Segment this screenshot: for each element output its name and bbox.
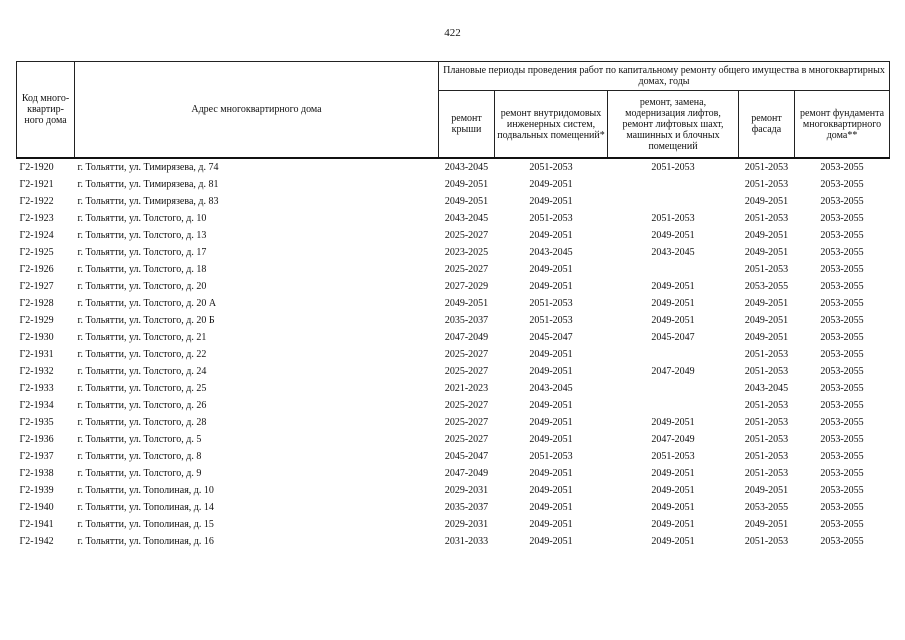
cell-foundation: 2053-2055 [820,179,864,190]
cell-systems: 2049-2051 [529,366,573,377]
cell-code: Г2-1925 [19,247,54,258]
cell-systems: 2049-2051 [529,417,573,428]
cell-facade: 2049-2051 [744,298,789,309]
table-row [17,329,890,346]
cell-systems: 2049-2051 [529,519,573,530]
cell-roof: 2021-2023 [444,383,489,394]
cell-roof: 2049-2051 [444,196,489,207]
cell-foundation: 2053-2055 [820,298,864,309]
table-row [17,312,890,329]
cell-lifts: 2051-2053 [651,162,695,173]
cell-systems: 2049-2051 [529,281,573,292]
cell-address: г. Тольятти, ул. Тимирязева, д. 83 [77,196,219,207]
cell-roof: 2045-2047 [444,451,489,462]
cell-lifts: 2049-2051 [651,519,695,530]
cell-systems: 2049-2051 [529,485,573,496]
cell-foundation: 2053-2055 [820,383,864,394]
cell-lifts: 2049-2051 [651,485,695,496]
capital-repair-table [16,61,890,550]
cell-roof: 2027-2029 [444,281,489,292]
cell-code: Г2-1931 [19,349,54,360]
page-number: 422 [444,27,461,39]
cell-foundation: 2053-2055 [820,281,864,292]
cell-code: Г2-1927 [19,281,54,292]
cell-roof: 2025-2027 [444,230,489,241]
table-row [17,363,890,380]
table-row [17,158,890,176]
cell-facade: 2053-2055 [744,502,789,513]
cell-roof: 2049-2051 [444,298,489,309]
table-row [17,397,890,414]
table-row [17,414,890,431]
cell-code: Г2-1921 [19,179,54,190]
cell-foundation: 2053-2055 [820,349,864,360]
header-planned-periods: Плановые периоды проведения работ по капитальному ремонту общего имущества в многоквартирных домах, годы [439,62,890,91]
cell-systems: 2043-2045 [529,383,573,394]
cell-code: Г2-1936 [19,434,54,445]
cell-roof: 2035-2037 [444,502,489,513]
cell-lifts: 2047-2049 [651,434,695,445]
table-body [17,158,890,550]
cell-systems: 2049-2051 [529,434,573,445]
cell-code: Г2-1940 [19,502,54,513]
cell-code: Г2-1933 [19,383,54,394]
cell-foundation: 2053-2055 [820,400,864,411]
cell-code: Г2-1941 [19,519,54,530]
cell-facade: 2051-2053 [744,213,789,224]
cell-address: г. Тольятти, ул. Толстого, д. 20 [77,281,207,292]
cell-address: г. Тольятти, ул. Толстого, д. 21 [77,332,207,343]
cell-roof: 2035-2037 [444,315,489,326]
cell-roof: 2031-2033 [444,536,489,547]
table-row [17,244,890,261]
cell-code: Г2-1928 [19,298,54,309]
cell-facade: 2051-2053 [744,468,789,479]
cell-lifts: 2051-2053 [651,451,695,462]
cell-roof: 2043-2045 [444,162,489,173]
table-row [17,210,890,227]
cell-roof: 2025-2027 [444,366,489,377]
cell-roof: 2025-2027 [444,434,489,445]
cell-address: г. Тольятти, ул. Толстого, д. 22 [77,349,207,360]
cell-foundation: 2053-2055 [820,434,864,445]
cell-systems: 2051-2053 [529,298,573,309]
cell-facade: 2051-2053 [744,536,789,547]
cell-address: г. Тольятти, ул. Толстого, д. 25 [77,383,207,394]
cell-lifts: 2049-2051 [651,230,695,241]
table-row [17,448,890,465]
cell-address: г. Тольятти, ул. Толстого, д. 26 [77,400,207,411]
cell-facade: 2051-2053 [744,162,789,173]
cell-lifts: 2049-2051 [651,417,695,428]
cell-foundation: 2053-2055 [820,162,864,173]
cell-lifts: 2049-2051 [651,536,695,547]
table-row [17,482,890,499]
cell-code: Г2-1932 [19,366,54,377]
cell-foundation: 2053-2055 [820,315,864,326]
cell-lifts [608,346,739,363]
cell-code: Г2-1935 [19,417,54,428]
table-row [17,431,890,448]
cell-lifts: 2045-2047 [651,332,695,343]
cell-roof: 2043-2045 [444,213,489,224]
cell-facade: 2049-2051 [744,332,789,343]
table-row [17,227,890,244]
cell-lifts: 2049-2051 [651,298,695,309]
table-row [17,533,890,550]
header-systems: ремонт внутридомовых инженерных систем, подвальных помещений* [495,91,608,159]
cell-code: Г2-1937 [19,451,54,462]
table-row [17,465,890,482]
cell-lifts: 2043-2045 [651,247,695,258]
cell-code: Г2-1926 [19,264,54,275]
cell-roof: 2025-2027 [444,400,489,411]
cell-roof: 2023-2025 [444,247,489,258]
cell-foundation: 2053-2055 [820,519,864,530]
cell-roof: 2029-2031 [444,519,489,530]
cell-roof: 2047-2049 [444,332,489,343]
cell-lifts [608,176,739,193]
table-row [17,278,890,295]
cell-lifts: 2049-2051 [651,502,695,513]
cell-address: г. Тольятти, ул. Толстого, д. 18 [77,264,207,275]
cell-lifts [608,193,739,210]
cell-foundation: 2053-2055 [820,536,864,547]
cell-foundation: 2053-2055 [820,485,864,496]
cell-facade: 2051-2053 [744,417,789,428]
header-lifts: ремонт, замена, модернизация лифтов, ремонт лифтовых шахт, машинных и блочных помещений [608,91,739,159]
cell-systems: 2051-2053 [529,213,573,224]
cell-systems: 2049-2051 [529,468,573,479]
cell-address: г. Тольятти, ул. Толстого, д. 28 [77,417,207,428]
cell-roof: 2025-2027 [444,417,489,428]
cell-lifts [608,380,739,397]
header-code: Код много-квартир-ного дома [17,62,75,159]
cell-lifts: 2049-2051 [651,281,695,292]
cell-facade: 2051-2053 [744,366,789,377]
cell-facade: 2049-2051 [744,247,789,258]
cell-roof: 2025-2027 [444,349,489,360]
cell-code: Г2-1920 [19,162,54,173]
cell-address: г. Тольятти, ул. Толстого, д. 13 [77,230,207,241]
cell-systems: 2051-2053 [529,162,573,173]
table-row [17,176,890,193]
cell-code: Г2-1929 [19,315,54,326]
cell-facade: 2053-2055 [744,281,789,292]
table-header [17,62,890,159]
cell-address: г. Тольятти, ул. Тимирязева, д. 74 [77,162,219,173]
cell-address: г. Тольятти, ул. Толстого, д. 20 А [77,298,217,309]
cell-address: г. Тольятти, ул. Тополиная, д. 15 [77,519,214,530]
table-row [17,346,890,363]
cell-foundation: 2053-2055 [820,196,864,207]
table-row [17,380,890,397]
cell-address: г. Тольятти, ул. Тополиная, д. 16 [77,536,214,547]
cell-systems: 2049-2051 [529,400,573,411]
cell-systems: 2045-2047 [529,332,573,343]
cell-foundation: 2053-2055 [820,366,864,377]
cell-foundation: 2053-2055 [820,247,864,258]
cell-lifts: 2049-2051 [651,468,695,479]
cell-systems: 2049-2051 [529,179,573,190]
cell-systems: 2049-2051 [529,349,573,360]
cell-systems: 2049-2051 [529,196,573,207]
cell-lifts: 2049-2051 [651,315,695,326]
cell-address: г. Тольятти, ул. Толстого, д. 9 [77,468,202,479]
cell-address: г. Тольятти, ул. Толстого, д. 20 Б [77,315,215,326]
cell-code: Г2-1923 [19,213,54,224]
header-facade: ремонт фасада [739,91,795,159]
cell-facade: 2051-2053 [744,400,789,411]
cell-address: г. Тольятти, ул. Тополиная, д. 14 [77,502,214,513]
cell-systems: 2049-2051 [529,230,573,241]
header-roof: ремонт крыши [439,91,495,159]
cell-code: Г2-1934 [19,400,54,411]
cell-lifts [608,397,739,414]
cell-facade: 2051-2053 [744,264,789,275]
cell-lifts: 2047-2049 [651,366,695,377]
cell-foundation: 2053-2055 [820,332,864,343]
cell-foundation: 2053-2055 [820,213,864,224]
cell-facade: 2049-2051 [744,196,789,207]
cell-foundation: 2053-2055 [820,264,864,275]
table-row [17,193,890,210]
cell-systems: 2049-2051 [529,264,573,275]
cell-lifts [608,261,739,278]
cell-roof: 2049-2051 [444,179,489,190]
cell-facade: 2049-2051 [744,315,789,326]
cell-systems: 2049-2051 [529,502,573,513]
cell-facade: 2051-2053 [744,434,789,445]
cell-roof: 2047-2049 [444,468,489,479]
cell-facade: 2043-2045 [744,383,789,394]
header-foundation: ремонт фундамента многоквартирного дома** [795,91,890,159]
cell-foundation: 2053-2055 [820,417,864,428]
cell-address: г. Тольятти, ул. Тимирязева, д. 81 [77,179,219,190]
cell-lifts: 2051-2053 [651,213,695,224]
cell-facade: 2051-2053 [744,179,789,190]
cell-systems: 2051-2053 [529,315,573,326]
table-row [17,261,890,278]
table-row [17,499,890,516]
cell-address: г. Тольятти, ул. Толстого, д. 10 [77,213,207,224]
cell-address: г. Тольятти, ул. Толстого, д. 24 [77,366,207,377]
cell-facade: 2049-2051 [744,519,789,530]
cell-facade: 2051-2053 [744,349,789,360]
cell-address: г. Тольятти, ул. Толстого, д. 5 [77,434,202,445]
table-row [17,295,890,312]
cell-code: Г2-1942 [19,536,54,547]
cell-systems: 2051-2053 [529,451,573,462]
cell-foundation: 2053-2055 [820,468,864,479]
cell-roof: 2029-2031 [444,485,489,496]
cell-facade: 2049-2051 [744,230,789,241]
cell-address: г. Тольятти, ул. Тополиная, д. 10 [77,485,214,496]
cell-foundation: 2053-2055 [820,230,864,241]
cell-code: Г2-1938 [19,468,54,479]
cell-code: Г2-1924 [19,230,54,241]
cell-foundation: 2053-2055 [820,451,864,462]
header-address: Адрес многоквартирного дома [75,62,439,159]
cell-address: г. Тольятти, ул. Толстого, д. 17 [77,247,207,258]
cell-roof: 2025-2027 [444,264,489,275]
cell-foundation: 2053-2055 [820,502,864,513]
cell-systems: 2049-2051 [529,536,573,547]
cell-systems: 2043-2045 [529,247,573,258]
cell-code: Г2-1939 [19,485,54,496]
cell-address: г. Тольятти, ул. Толстого, д. 8 [77,451,202,462]
cell-facade: 2049-2051 [744,485,789,496]
cell-code: Г2-1922 [19,196,54,207]
cell-facade: 2051-2053 [744,451,789,462]
table-row [17,516,890,533]
cell-code: Г2-1930 [19,332,54,343]
